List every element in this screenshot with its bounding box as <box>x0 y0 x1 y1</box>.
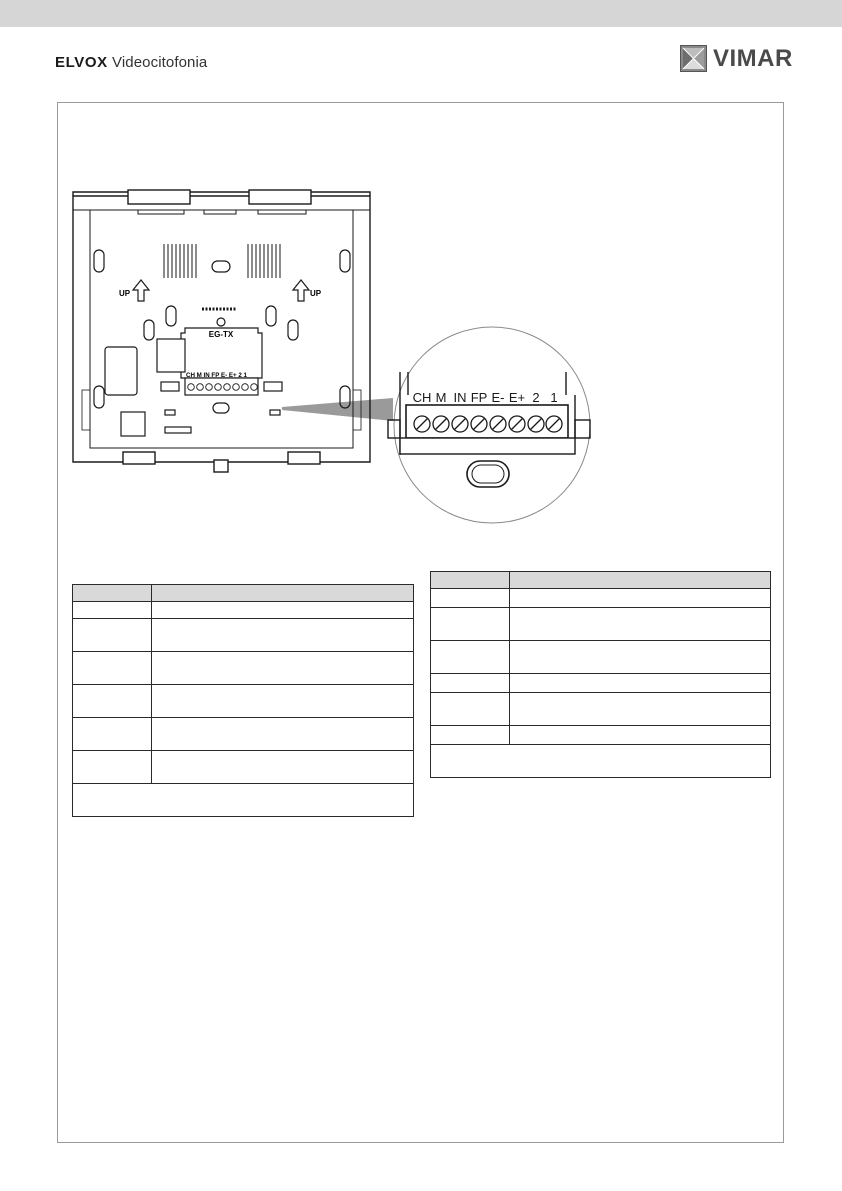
table-cell <box>510 608 771 641</box>
table-cell <box>152 585 414 602</box>
table-footer-row <box>431 745 771 778</box>
zoom-beam <box>282 398 393 421</box>
table-cell <box>73 585 152 602</box>
table-cell <box>431 608 510 641</box>
terminal-label-fp: FP <box>470 390 488 405</box>
module-label: EG-TX <box>208 330 234 339</box>
terminal-label-e-minus: E- <box>491 390 505 405</box>
table-cell <box>152 718 414 751</box>
terminal-label-e-plus: E+ <box>508 390 526 405</box>
logo-text: VIMAR <box>713 45 793 72</box>
table-cell <box>73 652 152 685</box>
table-cell <box>510 589 771 608</box>
table-footer-note <box>431 745 771 778</box>
up-arrows <box>133 280 309 301</box>
terminal-label-2: 2 <box>532 390 540 405</box>
table-cell <box>152 685 414 718</box>
table-footer-note <box>73 784 414 817</box>
table-row <box>431 674 771 693</box>
table-row <box>73 751 414 784</box>
table-cell <box>510 693 771 726</box>
terminals-table-right <box>430 571 771 778</box>
table-cell <box>152 602 414 619</box>
table-row <box>73 619 414 652</box>
table-row <box>73 602 414 619</box>
table-row <box>73 718 414 751</box>
table-row <box>431 608 771 641</box>
table-footer-row <box>73 784 414 817</box>
table-row <box>73 685 414 718</box>
table-cell <box>73 619 152 652</box>
up-label-left: UP <box>119 289 131 298</box>
table-cell <box>510 641 771 674</box>
table-cell <box>73 602 152 619</box>
terminals-table-left <box>72 584 414 817</box>
table-row <box>73 652 414 685</box>
terminal-labels-small: CH M IN FP E- E+ 2 1 <box>186 372 247 379</box>
table-cell <box>431 572 510 589</box>
table-cell <box>510 572 771 589</box>
brand-name: ELVOX <box>55 54 108 71</box>
terminal-label-ch: CH <box>412 390 432 405</box>
table-cell <box>431 726 510 745</box>
table-cell <box>152 619 414 652</box>
brand-subtitle: Videocitofonia <box>112 54 208 71</box>
table-cell <box>431 693 510 726</box>
table-row <box>431 589 771 608</box>
table-cell <box>431 674 510 693</box>
table-cell <box>152 751 414 784</box>
terminal-label-in: IN <box>453 390 467 405</box>
up-label-right: UP <box>310 289 322 298</box>
table-row <box>431 641 771 674</box>
table-cell <box>431 641 510 674</box>
table-header-row <box>73 585 414 602</box>
table-cell <box>510 674 771 693</box>
table-cell <box>510 726 771 745</box>
terminal-label-m: M <box>435 390 447 405</box>
table-cell <box>73 718 152 751</box>
table-cell <box>152 652 414 685</box>
table-header-row <box>431 572 771 589</box>
terminal-label-1: 1 <box>550 390 558 405</box>
table-cell <box>431 589 510 608</box>
table-cell <box>73 751 152 784</box>
table-row <box>431 726 771 745</box>
table-row <box>431 693 771 726</box>
table-cell <box>73 685 152 718</box>
